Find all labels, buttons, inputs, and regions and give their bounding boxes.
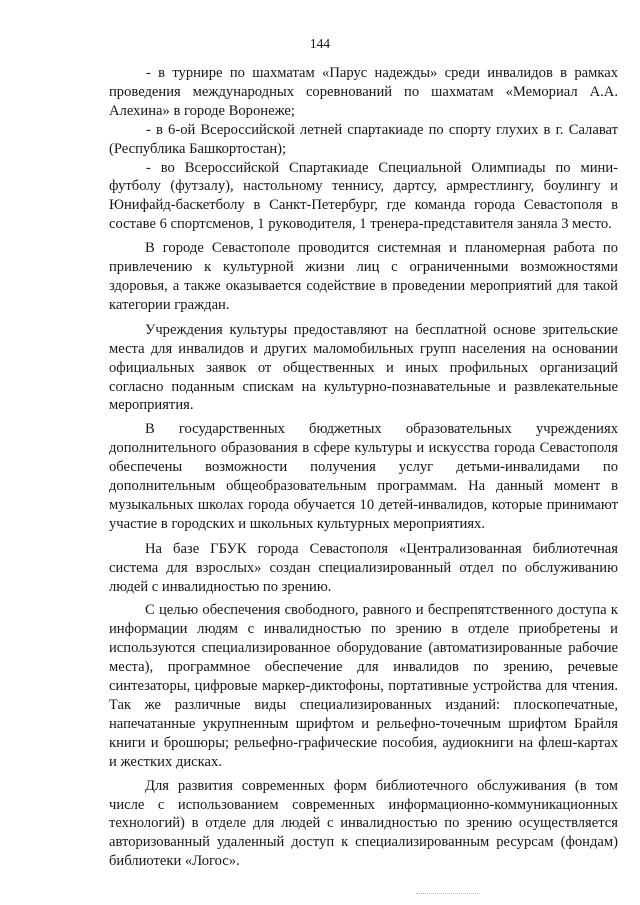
- paragraph-music-schools: В государственных бюджетных образовательных учреждениях дополнительного образования в сфере культуры и искусства города Севастополя обеспечены возможности получения услуг детьми-инвалидами по дополнительным общеобразовательным программам. На данный момент в музыкальных школах города обучается 10 детей-инвалидов, которые принимают участие в городских и школьных культурных мероприятиях.: [109, 421, 618, 532]
- paragraph-cultural-life: В городе Севастополе проводится системная и планомерная работа по привлечению к культурной жизни лиц с ограниченными возможностями здоровья, а также оказывается содействие в проведении мероприятий для такой категории граждан.: [109, 240, 618, 313]
- list-item-special-olympics: - во Всероссийской Спартакиаде Специальной Олимпиады по мини-футболу (футзалу), настольному теннису, дартсу, армрестлингу, боулингу и Юнифайд-баскетболу в Санкт-Петербург, где команда города Севастополя в составе 6 спортсменов, 1 руководителя, 1 тренера-представителя заняла 3 место.: [109, 159, 618, 233]
- paragraph-free-seats: Учреждения культуры предоставляют на бесплатной основе зрительские места для инвалидов и других маломобильных групп населения на основании официальных заявок от общественных и иных профильных организаций согласно поданным спискам на культурно-познавательные и развлекательные мероприятия.: [109, 321, 618, 414]
- scan-artifact-divider: [416, 893, 480, 894]
- paragraph-remote-access: Для развития современных форм библиотечного обслуживания (в том числе с использованием современных информационно-коммуникационных технологий) в отделе для людей с инвалидностью по зрению осуществляется авторизованный удаленный доступ к специализированным ресурсам (фондам) библиотеки «Логос».: [109, 777, 618, 870]
- paragraph-library-equipment: С целью обеспечения свободного, равного и беспрепятственного доступа к информации людям с инвалидностью по зрению в отделе приобретены и используются специализированное оборудование (автоматизированные рабочие места), программное обеспечение для инвалидов по зрению, речевые синтезаторы, цифровые маркер-диктофоны, портативные устройства для чтения. Так же различные виды специализированных изданий: плоскопечатные, напечатанные укрупненным шрифтом и рельефно-точечным шрифтом Брайля книги и брошюры; рельефно-графические пособия, аудиокниги на флеш-картах и жестких дисках.: [109, 602, 618, 770]
- list-item-deaf-spartakiad: - в 6-ой Всероссийской летней спартакиаде по спорту глухих в г. Салават (Республика Башкортостан);: [109, 121, 618, 157]
- document-body: [109, 64, 618, 871]
- page-number: 144: [309, 36, 331, 51]
- list-item-chess-tournament: - в турнире по шахматам «Парус надежды» среди инвалидов в рамках проведения международных соревнований по шахматам «Мемориал А.А. Алехина» в городе Воронеже;: [109, 65, 618, 119]
- paragraph-library-department: На базе ГБУК города Севастополя «Централизованная библиотечная система для взрослых» создан специализированный отдел по обслуживанию людей с инвалидностью по зрению.: [109, 540, 618, 595]
